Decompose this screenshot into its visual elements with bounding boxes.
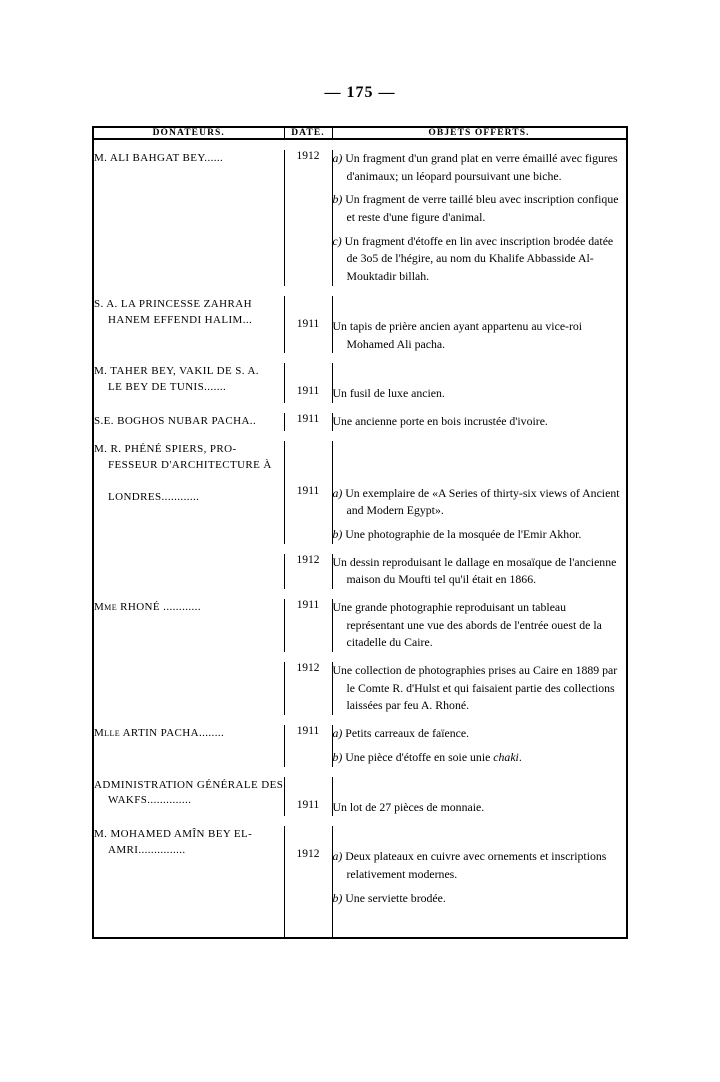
item-text: Un fragment de verre taillé bleu avec inscription confique et reste d'une figure d'animal. <box>345 192 619 225</box>
donor-line: LE BEY DE TUNIS....... <box>108 381 227 394</box>
table-bottom-padding <box>94 907 626 937</box>
objects-cell <box>332 777 626 817</box>
date-cell: 1912 <box>284 662 332 715</box>
objects-cell <box>332 662 626 715</box>
donor-line: Mlle ARTIN PACHA........ <box>94 727 225 740</box>
item-label: a) <box>332 726 343 741</box>
donor-cell <box>94 662 284 715</box>
object-item <box>333 485 627 520</box>
item-label: a) <box>332 151 343 165</box>
donor-cell <box>94 826 284 907</box>
item-text: Un exemplaire de «A Series of thirty-six views of Ancient and Modern Egypt». <box>345 485 620 518</box>
item-text: Une serviette brodée. <box>345 890 446 905</box>
object-item <box>333 526 627 544</box>
item-text: Un fragment d'un grand plat en verre émaillé avec figures d'animaux; un léopard poursuivant une biche. <box>345 151 618 183</box>
table-row <box>94 662 626 715</box>
item-text: Une grande photographie reproduisant un tableau représentant une vue des abords de l'entrée ouest de la citadelle du Caire. <box>332 600 602 650</box>
table-row <box>94 413 626 431</box>
table-row <box>94 777 626 817</box>
object-item <box>333 890 627 908</box>
objects-cell <box>332 826 626 907</box>
donor-line: FESSEUR D'ARCHITECTURE À <box>108 458 272 471</box>
donor-line: M. MOHAMED AMÎN BEY EL- <box>94 828 253 841</box>
object-item <box>333 848 627 883</box>
item-label: b) <box>332 890 343 905</box>
item-text: Un tapis de prière ancien ayant appartenu au vice-roi Mohamed Ali pacha. <box>332 318 583 351</box>
table-header-row <box>94 128 626 139</box>
donor-cell <box>94 150 284 286</box>
donor-line: M. R. PHÉNÉ SPIERS, PRO- <box>94 442 237 455</box>
donor-line: Mme RHONÉ ............ <box>94 601 201 613</box>
object-item <box>333 191 627 226</box>
donor-cell <box>94 413 284 431</box>
item-text: Petits carreaux de faïence. <box>345 726 470 741</box>
item-text: Une ancienne porte en bois incrustée d'ivoire. <box>332 413 548 428</box>
date-cell: 1911 <box>284 599 332 652</box>
date-cell: 1912 <box>284 826 332 907</box>
table-row <box>94 441 626 544</box>
donor-line: HANEM EFFENDI HALIM... <box>108 313 253 326</box>
spacer <box>94 589 626 599</box>
date-cell: 1911 <box>284 363 332 403</box>
date-cell: 1912 <box>284 554 332 589</box>
objects-cell <box>332 554 626 589</box>
table-row <box>94 296 626 353</box>
item-text: Un fusil de luxe ancien. <box>332 386 445 401</box>
donor-line: S. A. LA PRINCESSE ZAHRAH <box>94 297 252 310</box>
objects-cell <box>332 441 626 544</box>
object-item <box>333 150 627 185</box>
donor-line: ADMINISTRATION GÉNÉRALE DES <box>94 778 284 791</box>
header-objects: OBJETS OFFERTS. <box>332 128 626 139</box>
spacer <box>94 431 626 441</box>
spacer <box>94 767 626 777</box>
object-item <box>333 749 627 767</box>
donor-cell <box>94 554 284 589</box>
donor-cell <box>94 777 284 817</box>
item-label: b) <box>332 192 343 207</box>
donor-line: LONDRES............ <box>108 491 200 504</box>
date-cell: 1911 <box>284 413 332 431</box>
donor-line: WAKFS.............. <box>108 794 192 807</box>
date-cell: 1911 <box>284 725 332 766</box>
item-label: c) <box>332 233 342 248</box>
spacer <box>94 403 626 413</box>
donor-line: M. ALI BAHGAT BEY...... <box>94 152 224 164</box>
item-text: Deux plateaux en cuivre avec ornements et inscriptions relativement modernes. <box>345 849 607 881</box>
item-text: Une collection de photographies prises au Caire en 1889 par le Comte R. d'Hulst et qui faisaient partie des collections laissées par feu A. Rhoné. <box>332 663 618 713</box>
donor-line: S.E. BOGHOS NUBAR PACHA.. <box>94 414 257 427</box>
objects-cell <box>332 725 626 766</box>
object-item <box>333 725 627 743</box>
donor-cell <box>94 296 284 353</box>
spacer <box>94 286 626 296</box>
item-text: Un fragment d'étoffe en lin avec inscription brodée datée de 3o5 de l'hégire, au nom du Khalife Abbasside Al-Mouktadir billah. <box>344 233 614 284</box>
table-row <box>94 150 626 286</box>
donations-table <box>94 128 627 937</box>
table-row <box>94 826 626 907</box>
item-label: b) <box>332 749 343 764</box>
spacer <box>94 353 626 363</box>
spacer <box>94 816 626 826</box>
objects-cell <box>332 150 626 286</box>
spacer <box>94 652 626 662</box>
objects-cell <box>332 413 626 431</box>
date-cell: 1911 <box>284 777 332 817</box>
spacer <box>94 139 626 150</box>
item-text: Un dessin reproduisant le dallage en mosaïque de l'ancienne maison du Moufti tel qu'il était en 1866. <box>332 554 617 587</box>
date-cell: 1911 <box>284 296 332 353</box>
item-label: a) <box>332 485 343 500</box>
table-row <box>94 554 626 589</box>
donor-line: AMRI............... <box>108 844 186 857</box>
table-row <box>94 599 626 652</box>
table-row <box>94 363 626 403</box>
donor-cell <box>94 725 284 766</box>
spacer <box>94 544 626 554</box>
date-cell: 1912 <box>284 150 332 286</box>
table-row <box>94 725 626 766</box>
objects-cell <box>332 296 626 353</box>
spacer <box>94 715 626 725</box>
donor-line: M. TAHER BEY, VAKIL DE S. A. <box>94 365 259 378</box>
donor-cell <box>94 599 284 652</box>
donations-table-container <box>92 126 628 939</box>
objects-cell <box>332 363 626 403</box>
header-donors: DONATEURS. <box>94 128 284 139</box>
item-text: Une pièce d'étoffe en soie unie chaki. <box>345 749 522 764</box>
donor-cell <box>94 441 284 544</box>
item-text: Un lot de 27 pièces de monnaie. <box>332 799 485 814</box>
header-date: DATE. <box>284 128 332 139</box>
objects-cell <box>332 599 626 652</box>
page-number: — 175 — <box>324 84 396 101</box>
item-label: a) <box>332 849 343 864</box>
item-text: Une photographie de la mosquée de l'Emir Akhor. <box>345 526 582 541</box>
object-item <box>333 233 627 286</box>
item-label: b) <box>332 526 343 541</box>
date-cell: 1911 <box>284 441 332 544</box>
donor-cell <box>94 363 284 403</box>
